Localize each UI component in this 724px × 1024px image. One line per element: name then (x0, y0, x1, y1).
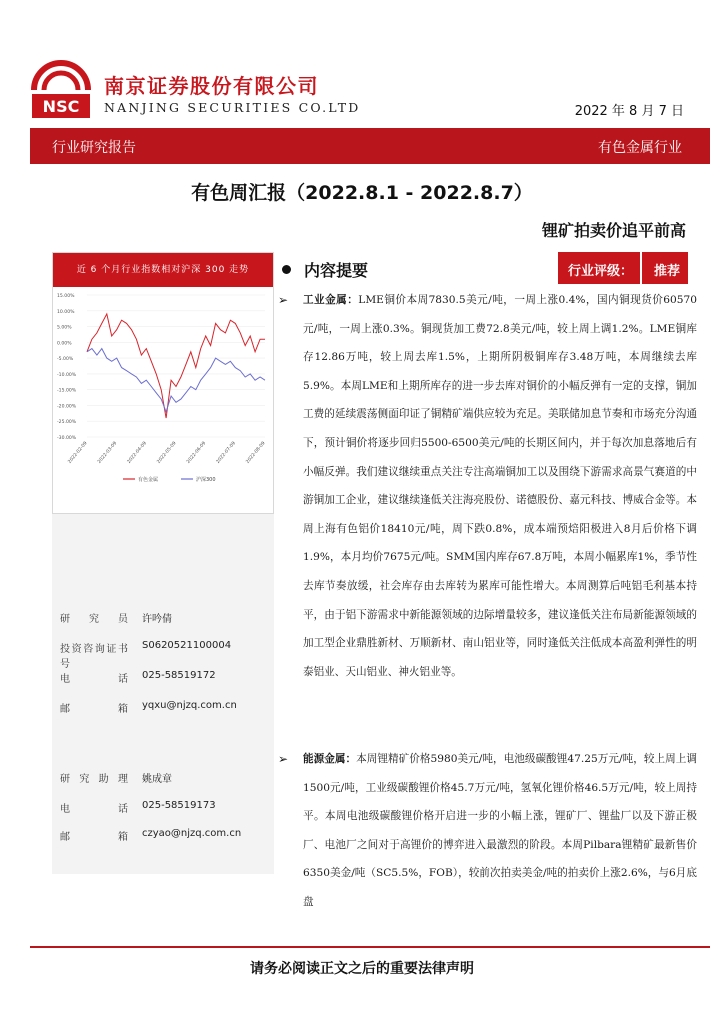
rating-label: 行业评级： (568, 264, 634, 279)
analyst-panel (52, 514, 274, 874)
nsc-logo-icon (28, 60, 94, 124)
section-body: 本周锂精矿价格5980美元/吨，电池级碳酸锂47.25万元/吨，较上周上调1500元/吨，工业级碳酸锂价格45.7万元/吨，氢氧化锂价格46.5万元/吨，较上周持平。本周电池级碳酸锂价格开启进一步的小幅上涨，锂矿厂、锂盐厂以及下游正极厂、电池厂之间对于高锂价的博弈进入最激烈的阶段。本周Pilbara锂精矿最新售价6350美金/吨（SC5.5%，FOB），较前次拍卖美金/吨的拍卖价上涨2.6%，与6月底盘 (303, 753, 697, 908)
legend-label: 有色金属 (138, 477, 159, 483)
section-arrow-icon: ➢ (278, 752, 289, 766)
company-logo (28, 56, 361, 128)
page-title: 有色周汇报（2022.8.1 - 2022.8.7） (191, 182, 533, 204)
legend-label: 沪深300 (196, 477, 216, 483)
y-tick-label: -20.00% (57, 404, 77, 410)
x-tick-label: 2022-08-09 (245, 441, 267, 465)
x-tick-label: 2022-04-09 (126, 441, 148, 465)
page-subtitle: 锂矿拍卖价追平前高 (541, 221, 686, 240)
y-tick-label: -30.00% (57, 436, 77, 441)
y-tick-label: -5.00% (57, 357, 74, 363)
report-date: 2022 年 8 月 7 日 (574, 104, 684, 119)
line-chart (53, 287, 273, 513)
y-tick-label: -10.00% (57, 372, 77, 378)
contact-label: 研 究 员 (60, 614, 128, 625)
contact-label: 邮 箱 (60, 832, 128, 843)
x-tick-label: 2022-07-09 (215, 441, 237, 465)
y-tick-label: -15.00% (57, 388, 77, 394)
chart-panel (52, 252, 274, 514)
x-tick-label: 2022-06-09 (186, 441, 208, 465)
contact-value: 025-58519172 (142, 670, 216, 681)
industry-name: 有色金属行业 (598, 140, 682, 156)
contact-value: 许吟倩 (142, 614, 172, 625)
bullet-icon (282, 265, 291, 274)
contact-label: 电 话 (60, 674, 128, 685)
industry-rating (558, 252, 688, 284)
contact-value: yqxu@njzq.com.cn (142, 700, 237, 711)
company-name-cn: 南京证券股份有限公司 (104, 74, 319, 98)
header-bar (30, 128, 710, 164)
contact-value: 姚成章 (142, 774, 172, 785)
contact-value: 025-58519173 (142, 800, 216, 811)
section-arrow-icon: ➢ (278, 293, 289, 307)
section-heading: 能源金属： (303, 753, 357, 765)
legal-notice: 请务必阅读正文之后的重要法律声明 (250, 961, 474, 977)
section-heading: 工业金属： (303, 294, 359, 306)
chart-title: 近 6 个月行业指数相对沪深 300 走势 (53, 253, 273, 287)
footer-divider (30, 946, 710, 948)
y-tick-label: 10.00% (57, 309, 75, 315)
section-industrial-metals (303, 286, 697, 686)
y-tick-label: 15.00% (57, 294, 75, 299)
contact-value: S0620521100004 (142, 640, 232, 651)
x-tick-label: 2022-02-09 (67, 441, 89, 465)
rating-divider (640, 252, 642, 284)
contact-label: 投资咨询证书号 (60, 644, 128, 670)
y-tick-label: -25.00% (57, 420, 77, 426)
logo-text: NSC (42, 97, 80, 116)
contact-label: 电 话 (60, 804, 128, 815)
company-name-en: NANJING SECURITIES CO.LTD (104, 100, 361, 115)
contact-value: czyao@njzq.com.cn (142, 828, 242, 839)
x-tick-label: 2022-03-09 (97, 441, 119, 465)
x-tick-label: 2022-05-09 (156, 441, 178, 465)
y-tick-label: 0.00% (57, 341, 72, 347)
section-body: LME铜价本周7830.5美元/吨，一周上涨0.4%，国内铜现货价60570元/吨，一周上涨0.3%。铜现货加工费72.8美元/吨，较上周上调1.2%。LME铜库存12.86万吨，较上周去库1.5%，上期所阴极铜库存3.48万吨，本周继续去库5.9%。本周LME和上期所库存的进一步去库对铜价的小幅反弹有一定的支撑，铜加工费的延续震荡侧面印证了铜精矿端供应较为充足。美联储加息节奏和市场充分沟通下，预计铜价将逐步回归5500-6500美元/吨的长期区间内，并于每次加息落地后有小幅反弹。我们建议继续重点关注专注高端铜加工以及围绕下游需求高景气赛道的中游铜加工企业，建议继续逢低关注海亮股份、诺德股份、嘉元科技、博威合金等。本周上海有色铝价18410元/吨，周下跌0.8%，成本端预焙阳极进入8月后价格下调1.9%，本月均价7675元/吨。SMM国内库存67.8万吨，本周小幅累库1%，季节性去库节奏放缓，社会库存由去库转为累库可能性增大。本周测算后吨铝毛利基本持平，由于铝下游需求中新能源领域的边际增量较多，建议逢低关注布局新能源领域的加工型企业鼎胜新材、万顺新材、南山铝业等，同时逢低关注低成本高盈利弹性的明泰铝业、天山铝业、神火铝业等。 (303, 294, 698, 678)
section-energy-metals (303, 745, 697, 917)
report-type: 行业研究报告 (52, 140, 136, 156)
rating-value: 推荐 (654, 264, 681, 279)
summary-title: 内容提要 (304, 261, 369, 280)
y-tick-label: 5.00% (57, 325, 72, 331)
contact-label: 邮 箱 (60, 704, 128, 715)
contact-label: 研 究 助 理 (60, 774, 128, 785)
